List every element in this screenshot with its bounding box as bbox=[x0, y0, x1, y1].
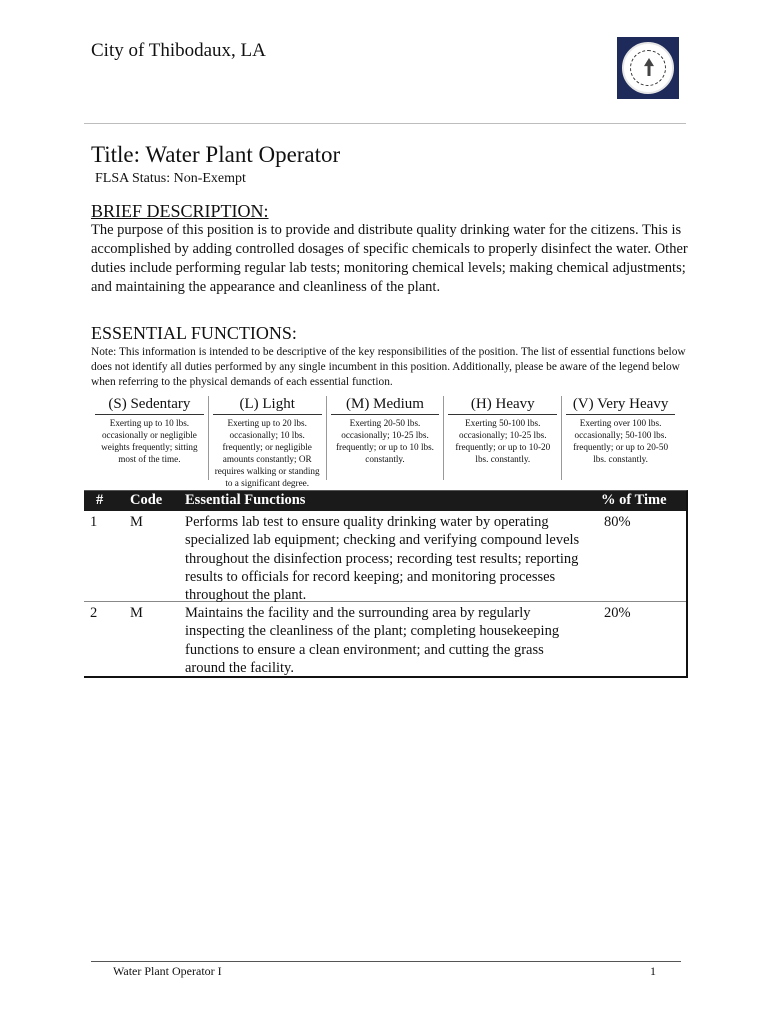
legend-label: (V) Very Heavy bbox=[566, 396, 675, 415]
header-number: # bbox=[96, 492, 104, 508]
seal-ring bbox=[622, 42, 674, 94]
legend-heavy bbox=[444, 396, 562, 480]
table-header bbox=[84, 491, 686, 511]
essential-functions-note: Note: This information is intended to be descriptive of the key responsibilities of the position. The list of essential functions below does not identify all duties performed by any single incumbent in this position. Additionally, please be aware of the legend below when referring to the physical demands of each essential function. bbox=[91, 346, 686, 388]
seal-tree-icon bbox=[644, 58, 654, 76]
legend-description: Exerting up to 10 lbs. occasionally or negligible weights frequently; sitting most of the time. bbox=[101, 418, 198, 464]
row-percent: 20% bbox=[604, 605, 631, 621]
header-percent-time: % of Time bbox=[601, 492, 667, 508]
legend-very-heavy bbox=[562, 396, 679, 480]
header-functions: Essential Functions bbox=[185, 492, 306, 508]
row-percent: 80% bbox=[604, 514, 631, 530]
legend-light bbox=[209, 396, 327, 488]
row-code: M bbox=[130, 514, 143, 530]
row-function: Maintains the facility and the surrounding area by regularly inspecting the cleanliness of the plant; completing housekeeping functions to ensure a clean environment; and cutting the grass around the facility. bbox=[185, 605, 560, 676]
header-divider bbox=[84, 123, 686, 124]
brief-description-heading: BRIEF DESCRIPTION: bbox=[91, 201, 269, 221]
physical-demands-legend bbox=[91, 396, 679, 488]
row-function: Performs lab test to ensure quality drinking water by operating specialized lab equipment; checking and verifying compound levels throughout the disinfection process; recording test results; reporting results to officials for record keeping; and monitoring processes throughout the plant. bbox=[185, 514, 580, 604]
legend-label: (S) Sedentary bbox=[95, 396, 204, 415]
page-number: 1 bbox=[650, 964, 656, 978]
legend-description: Exerting over 100 lbs. occasionally; 50-100 lbs. frequently; or up to 20-50 lbs. constantly. bbox=[573, 418, 669, 464]
header-code: Code bbox=[130, 492, 163, 508]
essential-functions-table bbox=[84, 490, 688, 678]
legend-label: (L) Light bbox=[213, 396, 322, 415]
legend-label: (H) Heavy bbox=[448, 396, 557, 415]
brief-description-text: The purpose of this position is to provide and distribute quality drinking water for the citizens. This is accomplished by adding controlled dosages of specific chemicals to properly disinfect the water. Other duties include performing regular lab tests; monitoring chemical levels; making chemical adjustments; and maintaining the appearance and cleanliness of the plant. bbox=[91, 222, 688, 295]
footer-title: Water Plant Operator I bbox=[113, 964, 222, 978]
legend-description: Exerting 20-50 lbs. occasionally; 10-25 lbs. frequently; or up to 10 lbs. constantly. bbox=[335, 418, 434, 464]
city-seal-icon bbox=[617, 37, 679, 99]
flsa-status: FLSA Status: Non-Exempt bbox=[95, 171, 246, 186]
row-code: M bbox=[130, 605, 143, 621]
page-title: Title: Water Plant Operator bbox=[91, 142, 341, 167]
legend-label: (M) Medium bbox=[331, 396, 440, 415]
essential-functions-heading: ESSENTIAL FUNCTIONS: bbox=[91, 323, 297, 343]
legend-sedentary bbox=[91, 396, 209, 480]
row-number: 1 bbox=[90, 514, 98, 530]
legend-description: Exerting up to 20 lbs. occasionally; 10 lbs. frequently; or negligible amounts constantly; OR requires walking or standing to a significant degree. bbox=[214, 418, 320, 488]
legend-medium bbox=[327, 396, 445, 480]
city-header: City of Thibodaux, LA bbox=[91, 40, 266, 61]
table-row bbox=[84, 511, 686, 602]
row-number: 2 bbox=[90, 605, 98, 621]
table-row bbox=[84, 602, 686, 676]
footer-divider bbox=[91, 961, 681, 962]
legend-description: Exerting 50-100 lbs. occasionally; 10-25 lbs. frequently; or up to 10-20 lbs. constantly. bbox=[455, 418, 551, 464]
